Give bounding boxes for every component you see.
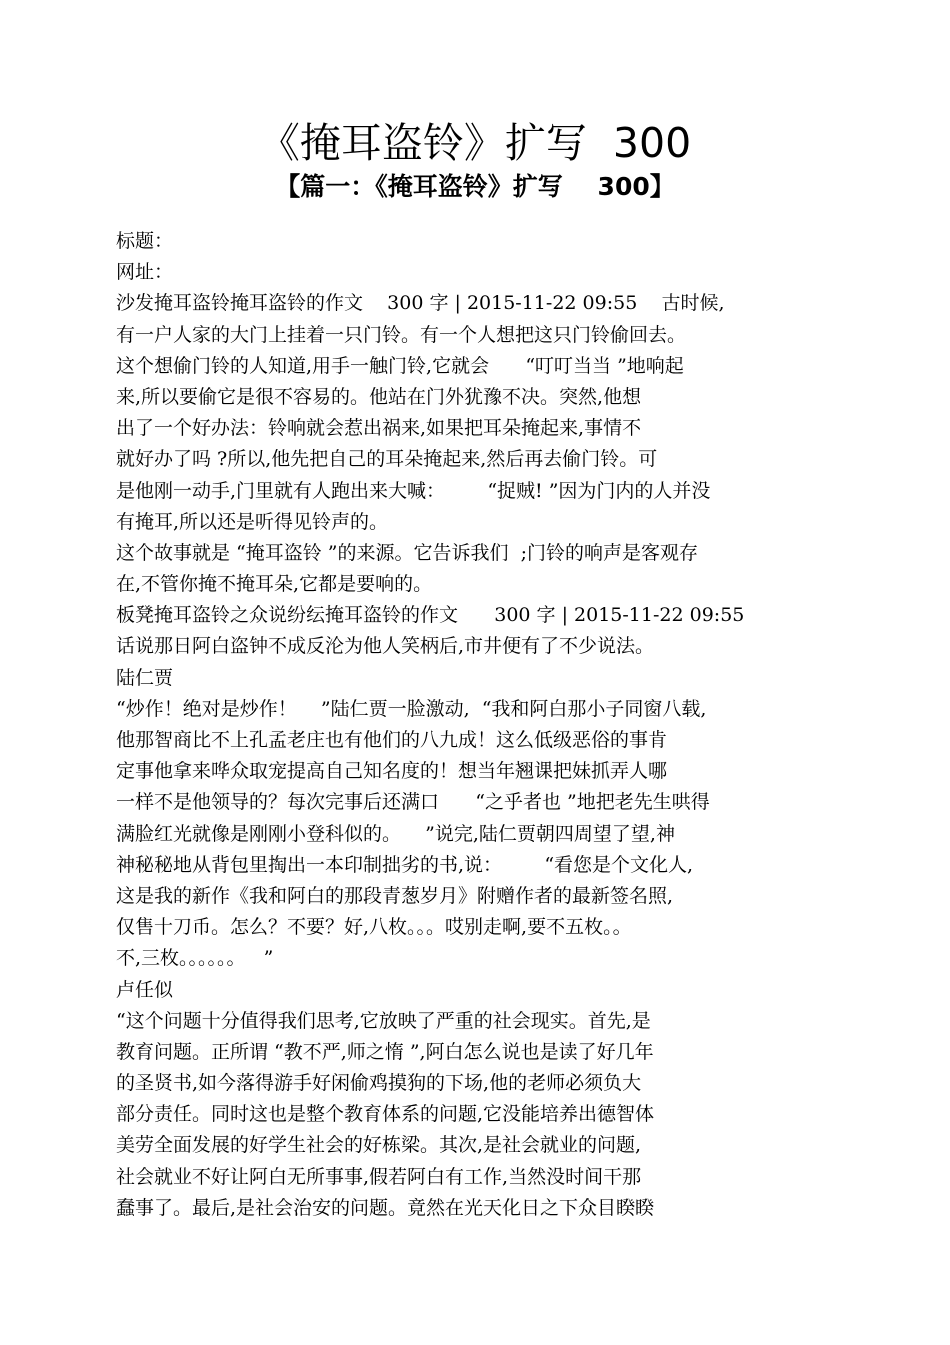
- text-line: 教育问题。正所谓 “教不严,师之惰 ”,阿白怎么说也是读了好几年: [116, 1040, 654, 1063]
- text-line: 出了一个好办法：铃响就会惹出祸来,如果把耳朵掩起来,事情不: [116, 417, 642, 440]
- text-line: 定事他拿来哗众取宠提高自己知名度的！想当年翘课把妹抓弄人哪: [116, 760, 668, 783]
- text-line: 网址：: [116, 261, 174, 284]
- text-line: 满脸红光就像是刚刚小登科似的。 ”说完,陆仁贾朝四周望了望,神: [116, 822, 675, 845]
- text-line: 部分责任。同时这也是整个教育体系的问题,它没能培养出德智体: [116, 1103, 655, 1126]
- document-title: 《掩耳盗铃》扩写 300: [258, 119, 692, 167]
- text-line: 仅售十刀币。怎么？不要？好,八枚。。。哎别走啊,要不五枚。。: [116, 916, 632, 939]
- text-line: 就好办了吗 ?所以,他先把自己的耳朵掩起来,然后再去偷门铃。可: [116, 448, 658, 471]
- text-line: 蠢事了。最后,是社会治安的问题。竟然在光天化日之下众目睽睽: [116, 1196, 655, 1219]
- text-line: 美劳全面发展的好学生社会的好栋梁。其次,是社会就业的问题,: [116, 1134, 642, 1157]
- text-line: 在,不管你掩不掩耳朵,它都是要响的。: [116, 573, 433, 596]
- text-line: 他那智商比不上孔孟老庄也有他们的八九成！这么低级恶俗的事肯: [116, 729, 668, 751]
- text-line: 社会就业不好让阿白无所事事,假若阿白有工作,当然没时间干那: [116, 1165, 642, 1188]
- text-line: 来,所以要偷它是很不容易的。他站在门外犹豫不决。突然,他想: [116, 385, 642, 408]
- text-line: 陆仁贾: [116, 666, 174, 689]
- text-line: 这个想偷门铃的人知道,用手一触门铃,它就会 “叮叮当当 ”地响起: [116, 354, 684, 377]
- text-line: 神秘秘地从背包里掏出一本印制拙劣的书,说： “看您是个文化人,: [116, 853, 694, 876]
- section-heading: 【篇一：《掩耳盗铃》扩写 300】: [275, 172, 675, 201]
- text-line: 不,三枚。。。。。。 ”: [116, 947, 274, 970]
- text-line: 标题：: [116, 230, 174, 252]
- text-line: 是他刚一动手,门里就有人跑出来大喊： “捉贼! ”因为门内的人并没: [116, 479, 711, 502]
- text-line: “炒作！绝对是炒作！ ”陆仁贾一脸激动, “我和阿白那小子同窗八载,: [116, 697, 707, 720]
- text-line: “这个问题十分值得我们思考,它放映了严重的社会现实。首先,是: [116, 1009, 651, 1032]
- body-text: [116, 226, 876, 1224]
- text-line: 的圣贤书,如今落得游手好闲偷鸡摸狗的下场,他的老师必须负大: [116, 1072, 642, 1095]
- text-line: 有掩耳,所以还是听得见铃声的。: [116, 510, 389, 533]
- text-line: 沙发掩耳盗铃掩耳盗铃的作文 300 字 | 2015-11-22 09:55 古时候,: [116, 292, 725, 315]
- text-line: 板凳掩耳盗铃之众说纷纭掩耳盗铃的作文 300 字 | 2015-11-22 09:55: [116, 604, 745, 627]
- text-line: 有一户人家的大门上挂着一只门铃。有一个人想把这只门铃偷回去。: [116, 323, 687, 346]
- text-line: 这个故事就是 “掩耳盗铃 ”的来源。它告诉我们 ;门铃的响声是客观存: [116, 541, 698, 564]
- text-line: 一样不是他领导的？每次完事后还满口 “之乎者也 ”地把老先生哄得: [116, 791, 710, 814]
- text-line: 话说那日阿白盗钟不成反沦为他人笑柄后,市井便有了不少说法。: [116, 635, 655, 658]
- text-line: 这是我的新作《我和阿白的那段青葱岁月》附赠作者的最新签名照,: [116, 884, 674, 907]
- text-line: 卢任似: [116, 978, 174, 1001]
